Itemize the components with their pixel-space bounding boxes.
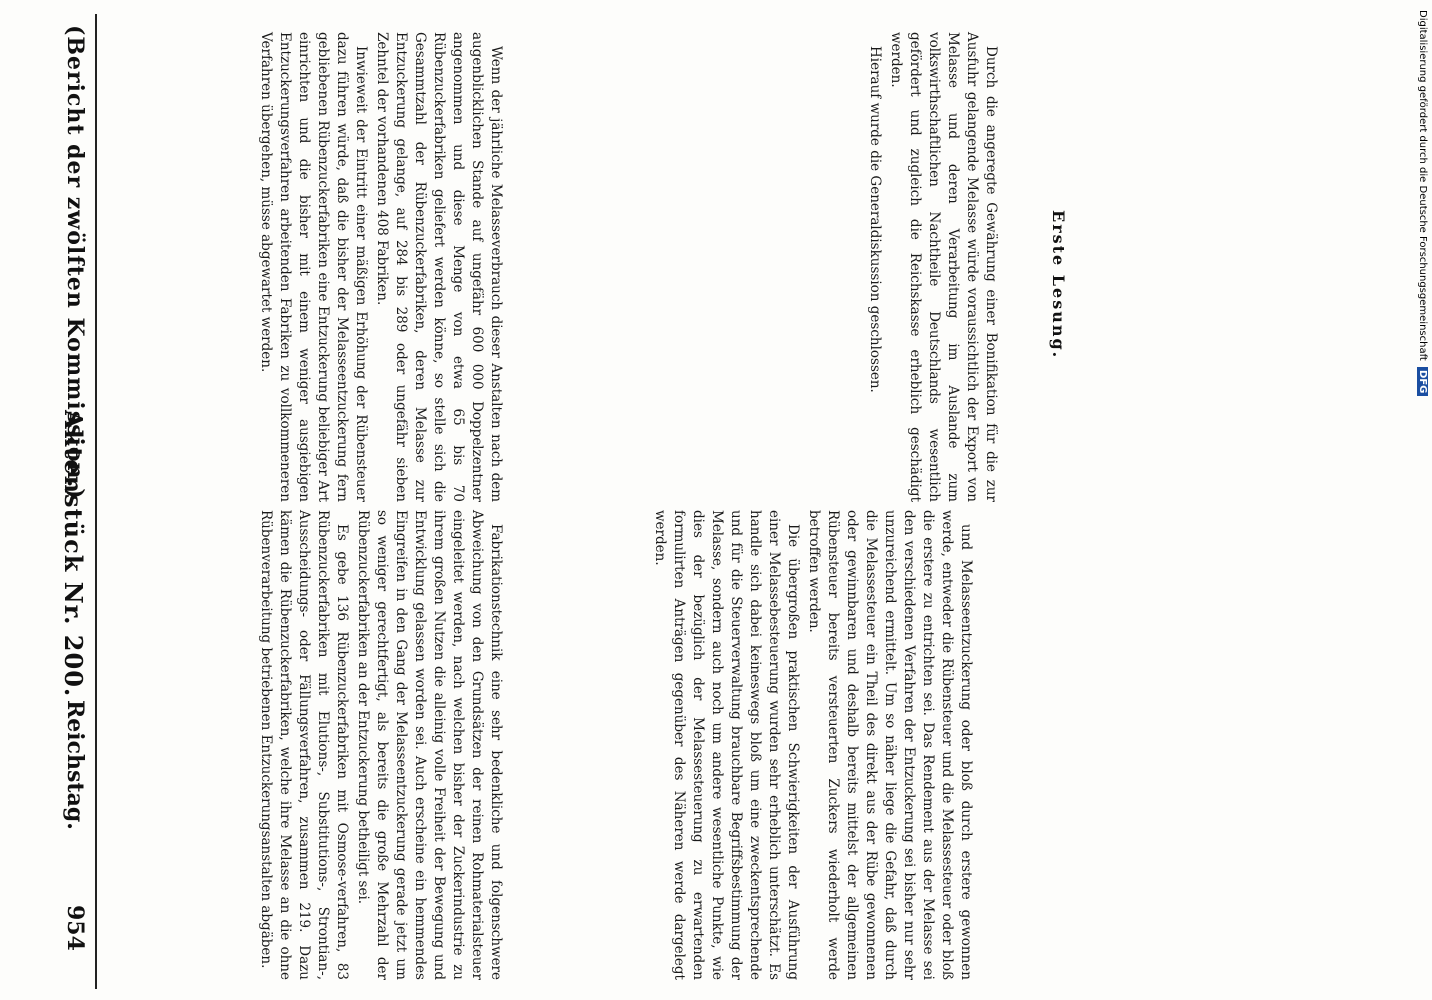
paragraph: Inwieweit der Eintritt einer mäßigen Erhöhung der Rübensteuer dazu führen würde, daß die bisher der Melasseentzuckerung fern gebliebenen Rübenzuckerfabriken eine Entzuckerung beliebiger Art einrichten und die bisher mit einem weniger ausgiebigen Entzuckerungsverfahren arbeitenden Fabriken zu vollkommeneren Verfahren übergehen, müsse abgewartet werden. <box>258 32 369 502</box>
document-subtitle: (Bericht der zwölften Kommission.) <box>62 25 88 500</box>
page-number: 954 <box>62 905 88 951</box>
document-title: Aktenstück Nr. 200. <box>59 410 88 698</box>
header-rule <box>95 14 97 989</box>
paragraph: Die übergroßen praktischen Schwierigkeiten der Ausführung einer Melassebesteuerung wurden sehr erheblich unterschätzt. Es handle sich dabei keineswegs bloß um eine zweckentsprechende und für die Steuerverwaltung brauchbare Begriffsbestimmung der Melasse, sondern auch noch um andere wesentliche Punkte, wie dies der bezüglich der Melassesteuerung zu erwartenden formulirten Anträgen gegenüber des Näheren werde dargelegt werden. <box>652 510 801 980</box>
paragraph: Hierauf wurde die Generaldiskussion geschlossen. <box>867 46 883 393</box>
text-column-c <box>648 510 975 980</box>
text-column-b <box>254 32 505 502</box>
text-column-d <box>863 32 1000 502</box>
text-column-a <box>254 510 505 980</box>
paragraph: Wenn der jährliche Melasseverbrauch dieser Anstalten nach dem augenblicklichen Stande auf ungefähr 600 000 Doppelzentner angenommen und diese Menge von etwa 65 bis 70 Rübenzuckerfabriken geliefert werden könne, so stelle sich die Gesammtzahl der Rübenzuckerfabriken, deren Melasse zur Entzuckerung gelange, auf 284 bis 289 oder ungefähr sieben Zehntel der vorhandenen 408 Fabriken. <box>374 32 504 502</box>
digitization-credit <box>1417 10 1428 396</box>
paragraph: Fabrikationstechnik eine sehr bedenkliche und folgenschwere Abweichung von den Grundsätzen der reinen Rohmaterialsteuer eingeleitet werden, nach welchen bisher der Zuckerindustrie zu ihrem großen Nutzen die alleinig volle Freiheit der Bewegung und Entwicklung gelassen worden sei. Auch erscheine ein hemmendes Eingreifen in den Gang der Melasseentzuckerung gerade jetzt um so weniger gerechtfertigt, als bereits die große Mehrzahl der Rübenzuckerfabriken an der Entzuckerung betheiligt sei. <box>355 510 504 980</box>
section-heading: Erste Lesung. <box>1049 210 1068 360</box>
dfg-logo: DFG <box>1417 367 1428 396</box>
paragraph: Es gebe 136 Rübenzuckerfabriken mit Osmose-verfahren, 83 Rübenzuckerfabriken mit Elutions-, Substitutions-, Strontian-, Ausscheidungs- oder Fällungsverfahren, zusammen 219. Dazu kämen die Rübenzuckerfabriken, welche ihre Melasse an die ohne Rübenverarbeitung betriebenen Entzuckerungsanstalten abgäben. <box>258 510 350 980</box>
paragraph: Durch die angeregte Gewährung einer Bonifikation für die zur Ausfuhr gelangende Melasse würde voraussichtlich der Export von Melasse und deren Verarbeitung im Auslande zum volkswirthschaftlichen Nachtheile Deutschlands wesentlich gefördert und zugleich die Reichskasse erheblich geschädigt werden. <box>888 32 999 502</box>
credit-text: Digitalisierung gefördert durch die Deutsche Forschungsgemeinschaft <box>1417 10 1428 361</box>
paragraph: und Melasseentzuckerung oder bloß durch erstere gewonnen werde, entweder die Rübensteuer und die Melassesteuer oder bloß die erstere zu entrichten sei. Das Rendement aus der Melasse sei den verschiedenen Verfahren der Entzuckerung sei bisher nur sehr unzureichend ermittelt. Um so näher liege die Gefahr, daß durch die Melassesteuer ein Theil des direkt aus der Rübe gewonnenen oder gewinnbaren und deshalb bereits mittelst der allgemeinen Rübensteuer bereits versteuerten Zuckers wiederholt werde betroffen werden. <box>806 510 974 980</box>
publication-label: Reichstag. <box>62 700 88 830</box>
